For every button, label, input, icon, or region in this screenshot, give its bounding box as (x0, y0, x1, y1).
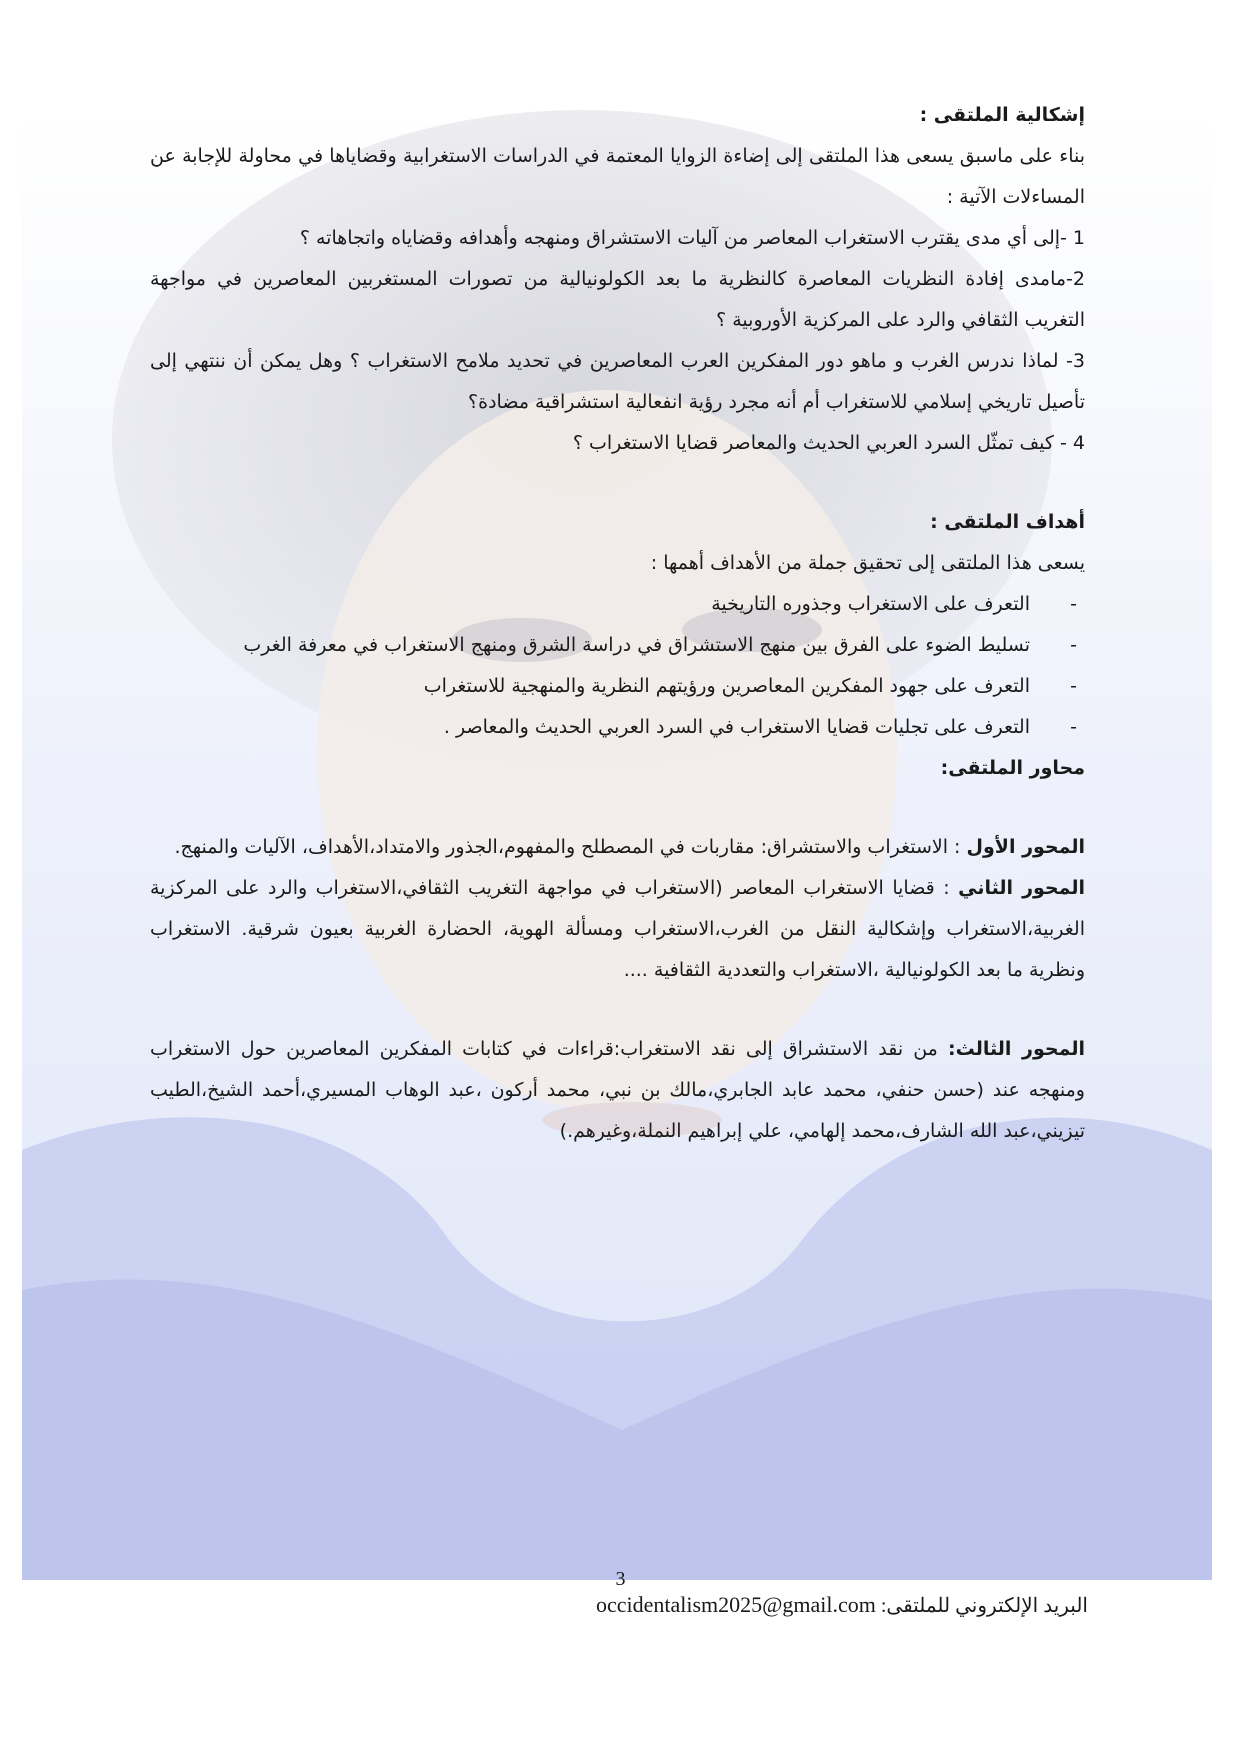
goal-item (150, 707, 1085, 748)
footer-email-label: البريد الإلكتروني للملتقى: (880, 1595, 1088, 1617)
goal-text: التعرف على تجليات قضايا الاستغراب في السرد العربي الحديث والمعاصر . (443, 716, 1030, 738)
goal-item (150, 584, 1085, 625)
question-4: 4 - كيف تمثّل السرد العربي الحديث والمعاصر قضايا الاستغراب ؟ (572, 432, 1085, 454)
goal-text: التعرف على جهود المفكرين المعاصرين ورؤيتهم النظرية والمنهجية للاستغراب (423, 675, 1030, 697)
axis-first-text: : الاستغراب والاستشراق: مقاربات في المصطلح والمفهوم،الجذور والامتداد،الأهداف، الآليات والمنهج. (174, 836, 967, 858)
problem-intro: بناء على ماسبق يسعى هذا الملتقى إلى إضاءة الزوايا المعتمة في الدراسات الاستغرابية وقضاياها في محاولة للإجابة عن المساءلات الآتية : (150, 145, 1085, 208)
axis-first-label: المحور الأول (966, 836, 1085, 858)
goal-text: تسليط الضوء على الفرق بين منهج الاستشراق في دراسة الشرق ومنهج الاستغراب في معرفة الغرب (243, 634, 1030, 656)
goal-item (150, 625, 1085, 666)
axes-heading: محاور الملتقى: (940, 757, 1085, 779)
dash-bullet: - (1070, 634, 1077, 656)
goals-list (150, 584, 1085, 748)
problem-heading: إشكالية الملتقى : (919, 104, 1085, 126)
axis-second-text: : قضايا الاستغراب المعاصر (الاستغراب في مواجهة التغريب الثقافي،الاستغراب والرد على المركزية الغربية،الاستغراب وإشكالية النقل من الغرب،الاستغراب ومسألة الهوية، الحضارة الغربية بعيون شرقية. الاستغراب ونظرية ما بعد الكولونيالية ،الاستغراب والتعددية الثقافية .... (150, 877, 1085, 981)
footer-email[interactable]: occidentalism2025@gmail.com (595, 1592, 876, 1617)
question-3: 3- لماذا ندرس الغرب و ماهو دور المفكرين العرب المعاصرين في تحديد ملامح الاستغراب ؟ وهل يمكن أن ننتهي إلى تأصيل تاريخي إسلامي للاستغراب أم أنه مجرد رؤية انفعالية استشراقية مضادة؟ (150, 350, 1085, 413)
goals-intro: يسعى هذا الملتقى إلى تحقيق جملة من الأهداف أهمها : (650, 552, 1085, 574)
dash-bullet: - (1070, 716, 1077, 738)
document-body (150, 95, 1085, 1152)
question-2: 2-مامدى إفادة النظريات المعاصرة كالنظرية ما بعد الكولونيالية من تصورات المستغربين المعاصرين في مواجهة التغريب الثقافي والرد على المركزية الأوروبية ؟ (150, 268, 1085, 331)
axis-third-text: من نقد الاستشراق إلى نقد الاستغراب:قراءات في كتابات المفكرين المعاصرين حول الاستغراب ومنهجه عند (حسن حنفي، محمد عابد الجابري،مالك بن نبي، محمد أركون ،عبد الوهاب المسيري،أحمد الشيخ،الطيب تيزيني،عبد الله الشارف،محمد إلهامي، علي إبراهيم النملة،وغيرهم.) (150, 1038, 1085, 1142)
dash-bullet: - (1070, 675, 1077, 697)
goal-item (150, 666, 1085, 707)
dash-bullet: - (1070, 593, 1077, 615)
axis-second (150, 868, 1085, 991)
question-1: 1 -إلى أي مدى يقترب الاستغراب المعاصر من آليات الاستشراق ومنهجه وأهدافه وقضاياه واتجاهاته ؟ (299, 227, 1085, 249)
goal-text: التعرف على الاستغراب وجذوره التاريخية (711, 593, 1030, 615)
axis-first (150, 827, 1085, 868)
axis-second-label: المحور الثاني (958, 877, 1086, 899)
axis-third-label: المحور الثالث: (947, 1038, 1085, 1060)
axis-third (150, 1029, 1085, 1152)
goals-heading: أهداف الملتقى : (930, 511, 1085, 533)
page-number: 3 (615, 1568, 626, 1590)
footer-contact (596, 1592, 1088, 1618)
